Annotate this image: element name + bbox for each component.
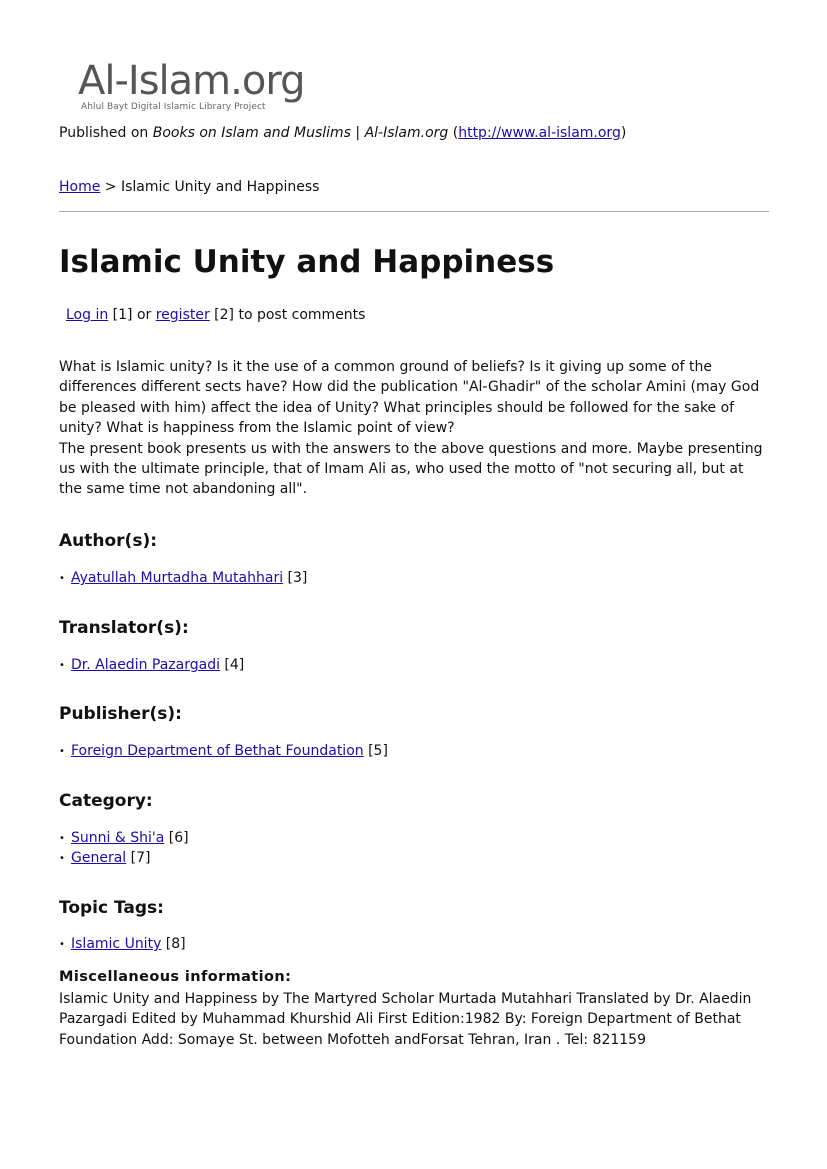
description-paragraph: What is Islamic unity? Is it the use of a common ground of beliefs? Is it giving up some of the differences different sects have? How did the publication "Al-Ghadir" of the scholar Amini (may God be pleased with him) affect the idea of Unity? What principles should be followed for the sake of unity? What is happiness from the Islamic point of view? <box>59 359 760 437</box>
register-ref: [2] to post comments <box>209 307 366 323</box>
misc-heading: Miscellaneous information: <box>59 969 292 985</box>
register-link[interactable]: register <box>155 307 210 323</box>
paren-open: ( <box>448 125 459 141</box>
misc-text: Islamic Unity and Happiness by The Martyred Scholar Murtada Mutahhari Translated by Dr. Alaedin Pazargadi Edited by Muhammad Khurshid Ali First Edition:1982 By: Foreign Department of Bethat Foundation Add: Somaye St. between Mofotteh andForsat Tehran, Iran . Tel: 821159 <box>59 991 752 1048</box>
publisher-ref: [5] <box>363 743 388 759</box>
login-link[interactable]: Log in <box>66 307 109 323</box>
topic-tag-link[interactable]: Islamic Unity <box>71 936 162 952</box>
breadcrumb-current: Islamic Unity and Happiness <box>120 179 320 195</box>
published-prefix: Published on <box>59 125 153 141</box>
category-item <box>59 830 189 846</box>
site-url-link[interactable]: http://www.al-islam.org <box>458 125 621 141</box>
category-link-sunni-shia[interactable]: Sunni & Shi'a <box>71 830 165 846</box>
bullet: • <box>59 939 65 950</box>
translators-heading: Translator(s): <box>59 618 189 638</box>
logo-wordmark: Al-Islam.org <box>78 58 305 104</box>
author-link[interactable]: Ayatullah Murtadha Mutahhari <box>71 570 284 586</box>
logo-tagline: Ahlul Bayt Digital Islamic Library Project <box>81 102 266 112</box>
divider <box>59 211 769 212</box>
category-heading: Category: <box>59 791 153 811</box>
bullet: • <box>59 853 65 864</box>
publisher-link[interactable]: Foreign Department of Bethat Foundation <box>71 743 364 759</box>
topic-tags-heading: Topic Tags: <box>59 898 164 918</box>
description-paragraph: The present book presents us with the answers to the above questions and more. Maybe presenting us with the ultimate principle, that of Imam Ali as, who used the motto of "not securing all, but at the same time not abandoning all". <box>59 440 763 498</box>
translator-link[interactable]: Dr. Alaedin Pazargadi <box>71 657 220 673</box>
topic-tag-item <box>59 936 186 952</box>
book-description <box>59 357 769 500</box>
category-ref: [7] <box>126 850 151 866</box>
category-item <box>59 850 150 866</box>
bullet: • <box>59 746 65 757</box>
comment-login-line <box>66 307 365 323</box>
category-ref: [6] <box>164 830 189 846</box>
site-name: Books on Islam and Muslims | Al-Islam.org <box>152 125 449 141</box>
bullet: • <box>59 573 65 584</box>
author-item <box>59 570 307 586</box>
site-logo <box>78 58 318 120</box>
breadcrumb-home-link[interactable]: Home <box>59 179 101 195</box>
page-title: Islamic Unity and Happiness <box>59 244 555 280</box>
paren-close: ) <box>620 125 627 141</box>
author-ref: [3] <box>283 570 308 586</box>
bullet: • <box>59 833 65 844</box>
breadcrumb-separator: > <box>100 179 121 195</box>
topic-tag-ref: [8] <box>161 936 186 952</box>
authors-heading: Author(s): <box>59 531 158 551</box>
breadcrumb <box>59 179 319 195</box>
published-on-line <box>59 125 626 141</box>
translator-item <box>59 657 244 673</box>
login-ref: [1] or <box>108 307 156 323</box>
bullet: • <box>59 660 65 671</box>
translator-ref: [4] <box>219 657 245 673</box>
publishers-heading: Publisher(s): <box>59 704 182 724</box>
publisher-item <box>59 743 388 759</box>
category-link-general[interactable]: General <box>71 850 127 866</box>
